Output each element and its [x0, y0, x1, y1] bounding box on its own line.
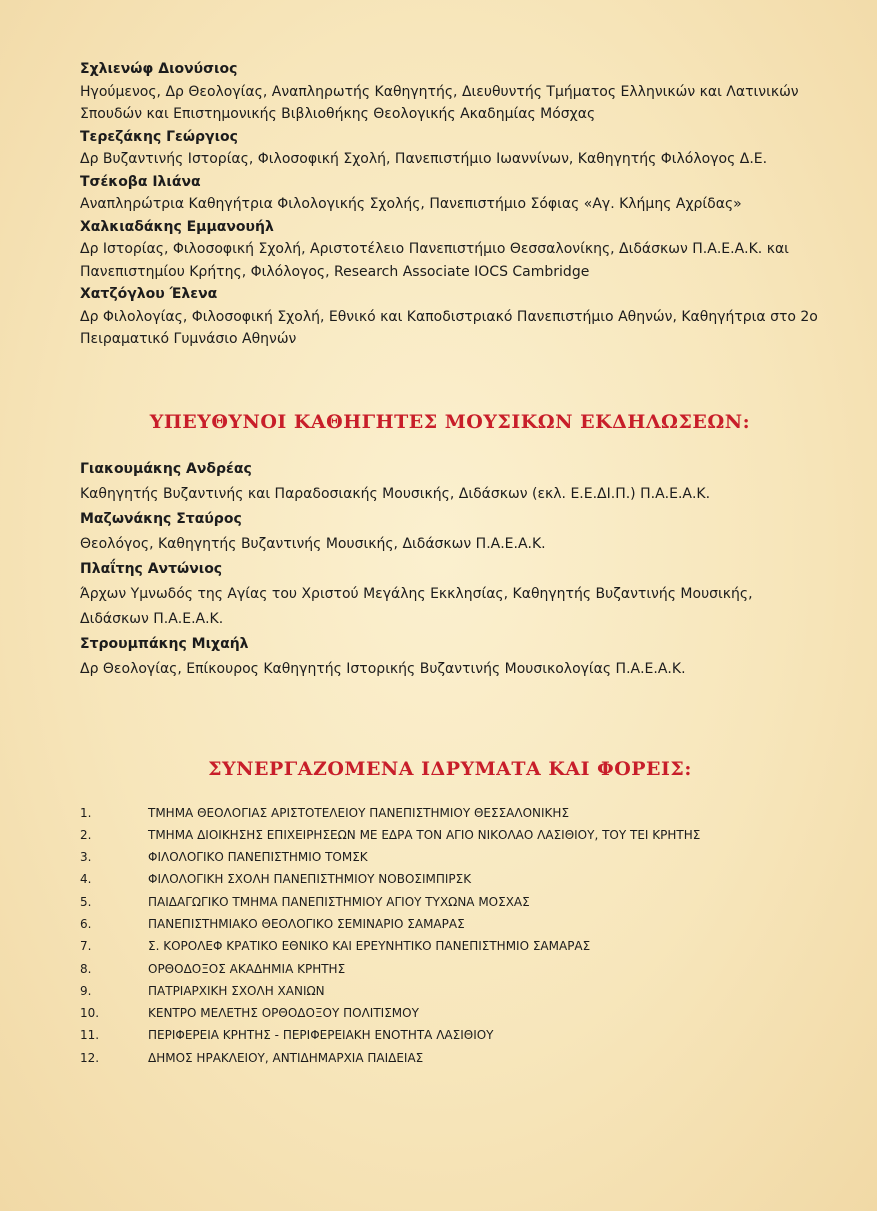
person-description: Θεολόγος, Καθηγητής Βυζαντινής Μουσικής, Διδάσκων Π.Α.Ε.Α.Κ.: [80, 535, 546, 552]
list-item: [80, 868, 820, 890]
person-entry: [80, 283, 820, 351]
list-number: 7.: [80, 939, 92, 954]
list-number: 10.: [80, 1006, 100, 1021]
person-name: Τσέκοβα Ιλιάνα: [80, 173, 201, 190]
list-number: 1.: [80, 805, 92, 820]
person-description: Δρ Βυζαντινής Ιστορίας, Φιλοσοφική Σχολή, Πανεπιστήμιο Ιωαννίνων, Καθηγητής Φιλόλογος Δ.Ε.: [80, 151, 768, 167]
list-item: [80, 824, 820, 846]
music-section: [80, 457, 820, 682]
list-number: 5.: [80, 894, 92, 909]
list-item: [80, 1047, 820, 1069]
academics-section: [80, 58, 820, 351]
person-name: Γιακουμάκης Ανδρέας: [80, 460, 252, 477]
list-item: [80, 891, 820, 913]
list-number: 6.: [80, 916, 92, 931]
person-description: Δρ Θεολογίας, Επίκουρος Καθηγητής Ιστορικής Βυζαντινής Μουσικολογίας Π.Α.Ε.Α.Κ.: [80, 660, 686, 677]
list-text: ΚΕΝΤΡΟ ΜΕΛΕΤΗΣ ΟΡΘΟΔΟΞΟΥ ΠΟΛΙΤΙΣΜΟΥ: [148, 1006, 419, 1021]
person-entry: [80, 58, 820, 126]
person-name: Τερεζάκης Γεώργιος: [80, 128, 238, 145]
list-text: ΠΑΝΕΠΙΣΤΗΜΙΑΚΟ ΘΕΟΛΟΓΙΚΟ ΣΕΜΙΝΑΡΙΟ ΣΑΜΑΡΑΣ: [148, 916, 465, 931]
list-text: ΠΑΤΡΙΑΡΧΙΚΗ ΣΧΟΛΗ ΧΑΝΙΩΝ: [148, 983, 325, 998]
list-number: 12.: [80, 1050, 100, 1065]
list-text: ΔΗΜΟΣ ΗΡΑΚΛΕΙΟΥ, ΑΝΤΙΔΗΜΑΡΧΙΑ ΠΑΙΔΕΙΑΣ: [148, 1050, 424, 1065]
list-item: [80, 1024, 820, 1046]
list-item: [80, 802, 820, 824]
list-item: [80, 980, 820, 1002]
person-description: Δρ Φιλολογίας, Φιλοσοφική Σχολή, Εθνικό και Καποδιστριακό Πανεπιστήμιο Αθηνών, Καθηγήτρια στο 2ο Πειραματικό Γυμνάσιο Αθηνών: [80, 308, 818, 347]
person-entry: [80, 171, 820, 216]
list-number: 2.: [80, 827, 92, 842]
document-page: [80, 58, 820, 1069]
list-text: Σ. ΚΟΡΟΛΕΦ ΚΡΑΤΙΚΟ ΕΘΝΙΚΟ ΚΑΙ ΕΡΕΥΝΗΤΙΚΟ ΠΑΝΕΠΙΣΤΗΜΙΟ ΣΑΜΑΡΑΣ: [148, 939, 591, 954]
list-text: ΦΙΛΟΛΟΓΙΚΟ ΠΑΝΕΠΙΣΤΗΜΙΟ ΤΟΜΣΚ: [148, 850, 368, 865]
person-entry: [80, 507, 820, 557]
list-number: 11.: [80, 1028, 100, 1043]
person-entry: [80, 457, 820, 507]
music-heading: ΥΠΕΥΘΥΝΟΙ ΚΑΘΗΓΗΤΕΣ ΜΟΥΣΙΚΩΝ ΕΚΔΗΛΩΣΕΩΝ:: [149, 410, 751, 433]
list-number: 9.: [80, 983, 92, 998]
list-item: [80, 846, 820, 868]
list-item: [80, 1002, 820, 1024]
list-text: ΠΑΙΔΑΓΩΓΙΚΟ ΤΜΗΜΑ ΠΑΝΕΠΙΣΤΗΜΙΟΥ ΑΓΙΟΥ ΤΥΧΩΝΑ ΜΟΣΧΑΣ: [148, 894, 530, 909]
person-description: Ηγούμενος, Δρ Θεολογίας, Αναπληρωτής Καθηγητής, Διευθυντής Τμήματος Ελληνικών και Λατινικών Σπουδών και Επιστημονικής Βιβλιοθήκης Θεολογικής Ακαδημίας Μόσχας: [80, 83, 799, 122]
institutions-heading: ΣΥΝΕΡΓΑΖΟΜΕΝΑ ΙΔΡΥΜΑΤΑ ΚΑΙ ΦΟΡΕΙΣ:: [208, 757, 692, 780]
person-name: Χαλκιαδάκης Εμμανουήλ: [80, 218, 274, 235]
list-item: [80, 913, 820, 935]
person-description: Άρχων Υμνωδός της Αγίας του Χριστού Μεγάλης Εκκλησίας, Καθηγητής Βυζαντινής Μουσικής, Διδάσκων Π.Α.Ε.Α.Κ.: [80, 585, 753, 627]
list-text: ΦΙΛΟΛΟΓΙΚΗ ΣΧΟΛΗ ΠΑΝΕΠΙΣΤΗΜΙΟΥ ΝΟΒΟΣΙΜΠΙΡΣΚ: [148, 872, 472, 887]
list-text: ΟΡΘΟΔΟΞΟΣ ΑΚΑΔΗΜΙΑ ΚΡΗΤΗΣ: [148, 961, 346, 976]
person-name: Στρουμπάκης Μιχαήλ: [80, 635, 249, 652]
person-name: Πλαΐτης Αντώνιος: [80, 560, 223, 577]
list-item: [80, 935, 820, 957]
person-entry: [80, 557, 820, 632]
list-text: ΠΕΡΙΦΕΡΕΙΑ ΚΡΗΤΗΣ - ΠΕΡΙΦΕΡΕΙΑΚΗ ΕΝΟΤΗΤΑ ΛΑΣΙΘΙΟΥ: [148, 1028, 494, 1043]
list-text: ΤΜΗΜΑ ΘΕΟΛΟΓΙΑΣ ΑΡΙΣΤΟΤΕΛΕΙΟΥ ΠΑΝΕΠΙΣΤΗΜΙΟΥ ΘΕΣΣΑΛΟΝΙΚΗΣ: [148, 805, 570, 820]
list-item: [80, 958, 820, 980]
person-name: Μαζωνάκης Σταύρος: [80, 510, 242, 527]
person-name: Σχλιενώφ Διονύσιος: [80, 61, 238, 77]
list-text: ΤΜΗΜΑ ΔΙΟΙΚΗΣΗΣ ΕΠΙΧΕΙΡΗΣΕΩΝ ΜΕ ΕΔΡΑ ΤΟΝ ΑΓΙΟ ΝΙΚΟΛΑΟ ΛΑΣΙΘΙΟΥ, ΤΟΥ ΤΕΙ ΚΡΗΤΗΣ: [148, 827, 701, 842]
person-entry: [80, 126, 820, 171]
person-description: Αναπληρώτρια Καθηγήτρια Φιλολογικής Σχολής, Πανεπιστήμιο Σόφιας «Αγ. Κλήμης Αχρίδας»: [80, 196, 742, 212]
list-number: 4.: [80, 872, 92, 887]
person-entry: [80, 216, 820, 284]
person-description: Καθηγητής Βυζαντινής και Παραδοσιακής Μουσικής, Διδάσκων (εκλ. Ε.Ε.ΔΙ.Π.) Π.Α.Ε.Α.Κ.: [80, 485, 711, 502]
person-description: Δρ Ιστορίας, Φιλοσοφική Σχολή, Αριστοτέλειο Πανεπιστήμιο Θεσσαλονίκης, Διδάσκων Π.Α.Ε.Α.Κ. και Πανεπιστημίου Κρήτης, Φιλόλογος, Research Associate IOCS Cambridge: [80, 241, 789, 280]
person-entry: [80, 632, 820, 682]
list-number: 3.: [80, 850, 92, 865]
person-name: Χατζόγλου Έλενα: [80, 286, 218, 302]
institutions-list: [80, 802, 820, 1070]
list-number: 8.: [80, 961, 92, 976]
